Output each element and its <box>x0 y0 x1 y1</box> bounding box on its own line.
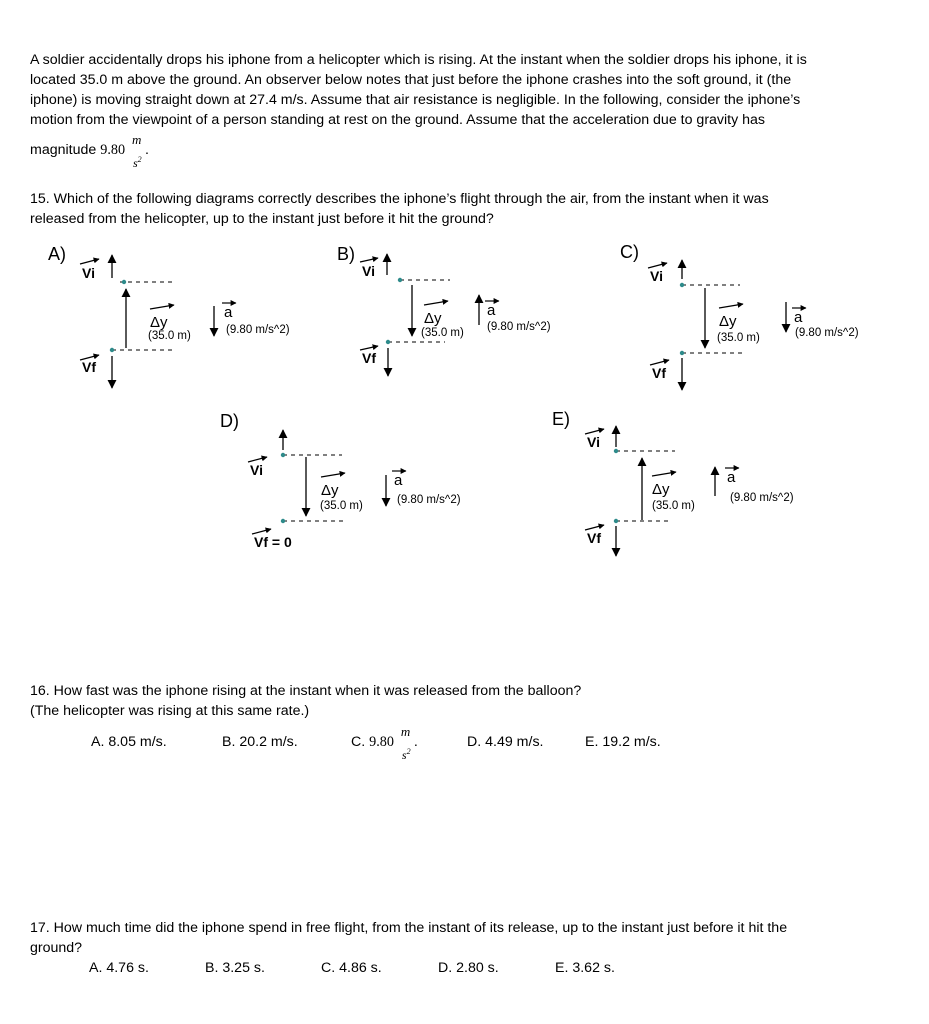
diagram-d-label: D) <box>220 411 239 431</box>
diagram-e-vf-label: Vf <box>587 530 601 546</box>
g-period: . <box>145 142 149 158</box>
diagram-b <box>337 244 551 376</box>
q16-option-c-unit <box>398 724 414 762</box>
diagram-a-end-dot <box>110 348 114 352</box>
intro-line-1: A soldier accidentally drops his iphone from a helicopter which is rising. At the instant when the soldier drops his iphone, it is <box>30 52 807 68</box>
diagram-d-vi-label: Vi <box>250 462 263 478</box>
diagram-d-vf-label: Vf = 0 <box>254 534 292 550</box>
q16-option-c-unit-exp: 2 <box>406 747 411 756</box>
diagram-e-dy-vector-mark <box>652 472 676 476</box>
q17-option-d[interactable]: D. 2.80 s. <box>438 960 499 976</box>
intro-line-4: motion from the viewpoint of a person standing at rest on the ground. Assume that the acceleration due to gravity has <box>30 112 766 128</box>
q16-option-b[interactable]: B. 20.2 m/s. <box>222 734 298 750</box>
diagram-b-vi-label: Vi <box>362 263 375 279</box>
magnitude-label: magnitude <box>30 142 97 158</box>
q16-option-e[interactable]: E. 19.2 m/s. <box>585 734 661 750</box>
diagram-e-vi-label: Vi <box>587 434 600 450</box>
q16-option-c-unit-num: m <box>400 724 411 739</box>
g-unit-den-letter: s <box>133 156 138 170</box>
intro-line-2: located 35.0 m above the ground. An observer below notes that just before the iphone crashes into the soft ground, it (the <box>30 72 792 88</box>
diagram-a-dy-vector-mark <box>150 305 174 309</box>
diagram-e-dy-value: (35.0 m) <box>652 500 695 512</box>
diagram-b-dy-label: Δy <box>424 310 442 327</box>
diagram-e-end-dot <box>614 519 618 523</box>
diagram-d-dy-vector-mark <box>321 473 345 477</box>
g-unit-num: m <box>132 132 142 147</box>
diagram-a-vf-label: Vf <box>82 359 96 375</box>
diagram-d-a-label: a <box>394 472 403 489</box>
diagram-c-start-dot <box>680 283 684 287</box>
diagram-a-vi-vector-mark <box>80 259 99 264</box>
diagram-b-dy-value: (35.0 m) <box>421 327 464 339</box>
diagram-b-end-dot <box>386 340 390 344</box>
diagram-e-dy-label: Δy <box>652 481 670 498</box>
diagram-b-vf-label: Vf <box>362 350 376 366</box>
q16-option-c-unit-den <box>402 742 411 765</box>
diagram-e-a-value: (9.80 m/s^2) <box>730 492 794 504</box>
q17-option-e[interactable]: E. 3.62 s. <box>555 960 615 976</box>
q17-line-2: ground? <box>30 940 83 956</box>
q16-option-c-prefix: C. <box>351 734 366 750</box>
diagram-d-dy-label: Δy <box>321 482 339 499</box>
diagram-a-label: A) <box>48 244 66 264</box>
diagram-d-dy-value: (35.0 m) <box>320 500 363 512</box>
diagram-b-dy-vector-mark <box>424 301 448 305</box>
diagram-e-label: E) <box>552 409 570 429</box>
diagram-c-a-value: (9.80 m/s^2) <box>795 327 859 339</box>
diagram-c-vf-label: Vf <box>652 365 666 381</box>
diagram-d-end-dot <box>281 519 285 523</box>
q17-line-1: 17. How much time did the iphone spend in free flight, from the instant of its release, up to the instant just before it hit the <box>30 920 788 936</box>
diagram-c-dy-value: (35.0 m) <box>717 332 760 344</box>
diagram-c-label: C) <box>620 242 639 262</box>
g-unit-fraction <box>129 132 145 170</box>
q15-line-2: released from the helicopter, up to the instant just before it hit the ground? <box>30 211 494 227</box>
diagram-c-vi-label: Vi <box>650 268 663 284</box>
q16-option-a[interactable]: A. 8.05 m/s. <box>91 734 167 750</box>
diagram-a-start-dot <box>122 280 126 284</box>
diagram-a-vi-label: Vi <box>82 265 95 281</box>
diagram-c-end-dot <box>680 351 684 355</box>
q16-option-d[interactable]: D. 4.49 m/s. <box>467 734 544 750</box>
q16-line-1: 16. How fast was the iphone rising at the instant when it was released from the balloon? <box>30 683 582 699</box>
diagram-a-a-label: a <box>224 304 233 321</box>
g-unit-den <box>133 150 142 173</box>
intro-line-3: iphone) is moving straight down at 27.4 m/s. Assume that air resistance is negligible. In the following, consider the iphone’s <box>30 92 801 108</box>
diagram-c-a-label: a <box>794 309 803 326</box>
diagram-d <box>220 411 461 550</box>
diagram-a-dy-value: (35.0 m) <box>148 330 191 342</box>
diagram-e <box>552 409 794 556</box>
diagram-c <box>620 242 859 390</box>
q17-option-c[interactable]: C. 4.86 s. <box>321 960 382 976</box>
g-value: 9.80 <box>100 142 126 158</box>
diagram-b-a-label: a <box>487 302 496 319</box>
q16-option-c-period: . <box>413 734 418 750</box>
diagram-a-a-value: (9.80 m/s^2) <box>226 324 290 336</box>
diagram-b-vi-vector-mark <box>360 258 378 262</box>
diagram-e-a-label: a <box>727 469 736 486</box>
q16-option-c-value: 9.80 <box>369 734 394 750</box>
q16-option-c-unit-den-letter: s <box>401 748 407 762</box>
q16-line-2: (The helicopter was rising at this same rate.) <box>30 703 310 719</box>
q17-option-b[interactable]: B. 3.25 s. <box>205 960 265 976</box>
diagram-e-start-dot <box>614 449 618 453</box>
diagram-a-dy-label: Δy <box>150 314 168 331</box>
diagram-d-start-dot <box>281 453 285 457</box>
diagram-b-label: B) <box>337 244 355 264</box>
g-unit-exp: 2 <box>137 155 142 164</box>
q15-line-1: 15. Which of the following diagrams correctly describes the iphone’s flight through the air, from the instant when it was <box>30 191 769 207</box>
diagram-a <box>48 244 290 388</box>
q16-option-c[interactable] <box>351 724 418 762</box>
diagram-d-a-value: (9.80 m/s^2) <box>397 494 461 506</box>
diagram-c-dy-label: Δy <box>719 313 737 330</box>
diagram-b-start-dot <box>398 278 402 282</box>
intro-line-5 <box>30 132 149 170</box>
q17-option-a[interactable]: A. 4.76 s. <box>89 960 149 976</box>
diagram-b-a-value: (9.80 m/s^2) <box>487 321 551 333</box>
diagram-c-dy-vector-mark <box>719 304 743 308</box>
